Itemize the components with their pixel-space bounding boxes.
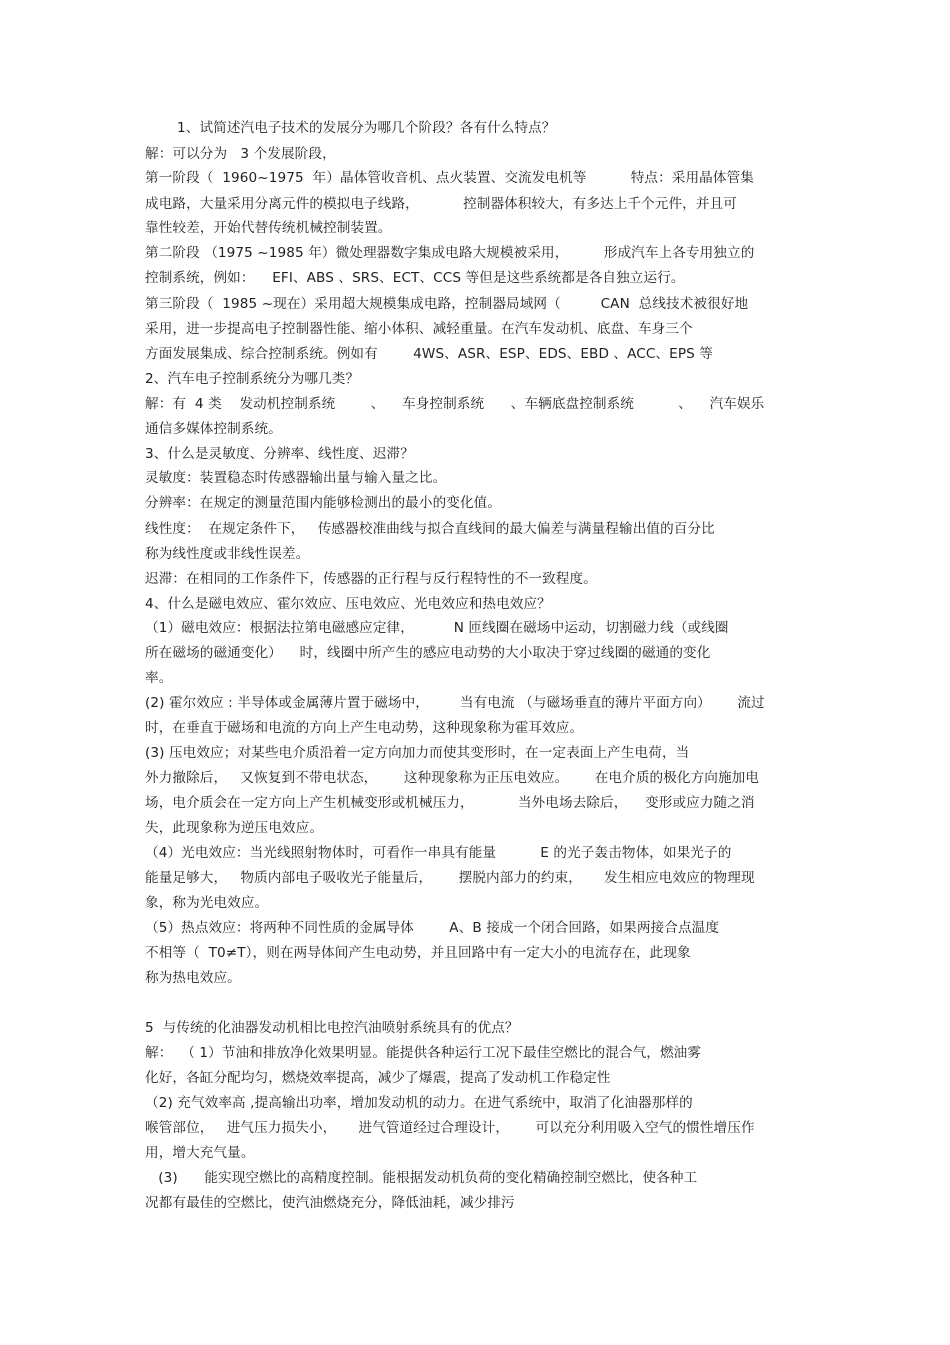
text-line: 分辨率：在规定的测量范围内能够检测出的最小的变化值。 <box>145 495 502 511</box>
text-line: (3) 能实现空燃比的高精度控制。能根据发动机负荷的变化精确控制空燃比，使各种工 <box>145 1170 698 1186</box>
text-line: 率。 <box>145 670 173 686</box>
text-line: 第三阶段（ 1985 ~现在）采用超大规模集成电路，控制器局域网（ CAN 总线技术被很好地 <box>145 296 749 312</box>
text-line: (3) 压电效应；对某些电介质沿着一定方向加力而使其变形时，在一定表面上产生电荷，当 <box>145 745 690 761</box>
text-line: 况都有最佳的空燃比，使汽油燃烧充分，降低油耗，减少排污 <box>145 1195 515 1211</box>
text-line: （5）热点效应：将两种不同性质的金属导体 A、B 接成一个闭合回路，如果两接合点温度 <box>145 920 720 936</box>
text-line: 第一阶段（ 1960~1975 年）晶体管收音机、点火装置、交流发电机等 特点：采用晶体管集 <box>145 170 754 186</box>
text-line: 称为线性度或非线性误差。 <box>145 546 310 562</box>
text-line: 第二阶段 （1975 ~1985 年）微处理器数字集成电路大规模被采用， 形成汽车上各专用独立的 <box>145 245 755 261</box>
text-line: 采用，进一步提高电子控制器性能、缩小体积、减轻重量。在汽车发动机、底盘、车身三个 <box>145 321 693 337</box>
text-line: （2) 充气效率高 ,提高输出功率，增加发动机的动力。在进气系统中，取消了化油器那样的 <box>145 1095 693 1111</box>
text-line: 线性度： 在规定条件下， 传感器校准曲线与拟合直线间的最大偏差与满量程输出值的百分比 <box>145 521 715 537</box>
question-4-title: 4、什么是磁电效应、霍尔效应、压电效应、光电效应和热电效应？ <box>145 596 551 612</box>
question-1-title: 1、试简述汽电子技术的发展分为哪几个阶段？各有什么特点？ <box>177 120 556 136</box>
text-line: 喉管部位， 进气压力损失小， 进气管道经过合理设计， 可以充分利用吸入空气的惯性增压作 <box>145 1120 755 1136</box>
text-line: 通信多媒体控制系统。 <box>145 421 282 437</box>
text-line: 所在磁场的磁通变化） 时，线圈中所产生的感应电动势的大小取决于穿过线圈的磁通的变化 <box>145 645 711 661</box>
text-line: 能量足够大， 物质内部电子吸收光子能量后， 摆脱内部力的约束， 发生相应电效应的物理现 <box>145 870 755 886</box>
text-line: 失，此现象称为逆压电效应。 <box>145 820 324 836</box>
text-line: 解： （ 1）节油和排放净化效果明显。能提供各种运行工况下最佳空燃比的混合气，燃油雾 <box>145 1045 702 1061</box>
question-5-title: 5 与传统的化油器发动机相比电控汽油喷射系统具有的优点？ <box>145 1020 519 1036</box>
text-line: 场，电介质会在一定方向上产生机械变形或机械压力， 当外电场去除后， 变形或应力随之消 <box>145 795 755 811</box>
text-line: 靠性较差，开始代替传统机械控制装置。 <box>145 220 392 236</box>
text-line: 外力撤除后， 又恢复到不带电状态， 这种现象称为正压电效应。 在电介质的极化方向施加电 <box>145 770 760 786</box>
text-line: 解：有 4 类 发动机控制系统 、 车身控制系统 、车辆底盘控制系统 、 汽车娱乐 <box>145 396 765 412</box>
text-line: (2) 霍尔效应 : 半导体或金属薄片置于磁场中， 当有电流 （与磁场垂直的薄片平面方向） 流过 <box>145 695 765 711</box>
text-line: 解：可以分为 3 个发展阶段， <box>145 146 336 162</box>
text-line: 迟滞：在相同的工作条件下，传感器的正行程与反行程特性的不一致程度。 <box>145 571 597 587</box>
text-line: （4）光电效应：当光线照射物体时，可看作一串具有能量 E 的光子轰击物体，如果光子的 <box>145 845 732 861</box>
text-line: 成电路，大量采用分离元件的模拟电子线路， 控制器体积较大，有多达上千个元件，并且可 <box>145 196 737 212</box>
text-line: 方面发展集成、综合控制系统。例如有 4WS、ASR、ESP、EDS、EBD 、ACC、EPS 等 <box>145 346 713 362</box>
text-line: 不相等（ T0≠T），则在两导体间产生电动势，并且回路中有一定大小的电流存在，此现象 <box>145 945 691 961</box>
text-line: 象，称为光电效应。 <box>145 895 269 911</box>
question-2-title: 2、汽车电子控制系统分为哪几类？ <box>145 371 360 387</box>
text-line: 时，在垂直于磁场和电流的方向上产生电动势，这种现象称为霍耳效应。 <box>145 720 584 736</box>
text-line: 称为热电效应。 <box>145 970 241 986</box>
text-line: 化好，各缸分配均匀，燃烧效率提高，减少了爆震，提高了发动机工作稳定性 <box>145 1070 611 1086</box>
text-line: 灵敏度：装置稳态时传感器输出量与输入量之比。 <box>145 470 447 486</box>
text-line: 控制系统，例如： EFI、ABS 、SRS、ECT、CCS 等但是这些系统都是各自独立运行。 <box>145 270 685 286</box>
question-3-title: 3、什么是灵敏度、分辨率、线性度、迟滞？ <box>145 446 414 462</box>
text-line: 用，增大充气量。 <box>145 1145 255 1161</box>
text-line: （1）磁电效应：根据法拉第电磁感应定律， N 匝线圈在磁场中运动，切割磁力线（或线圈 <box>145 620 729 636</box>
